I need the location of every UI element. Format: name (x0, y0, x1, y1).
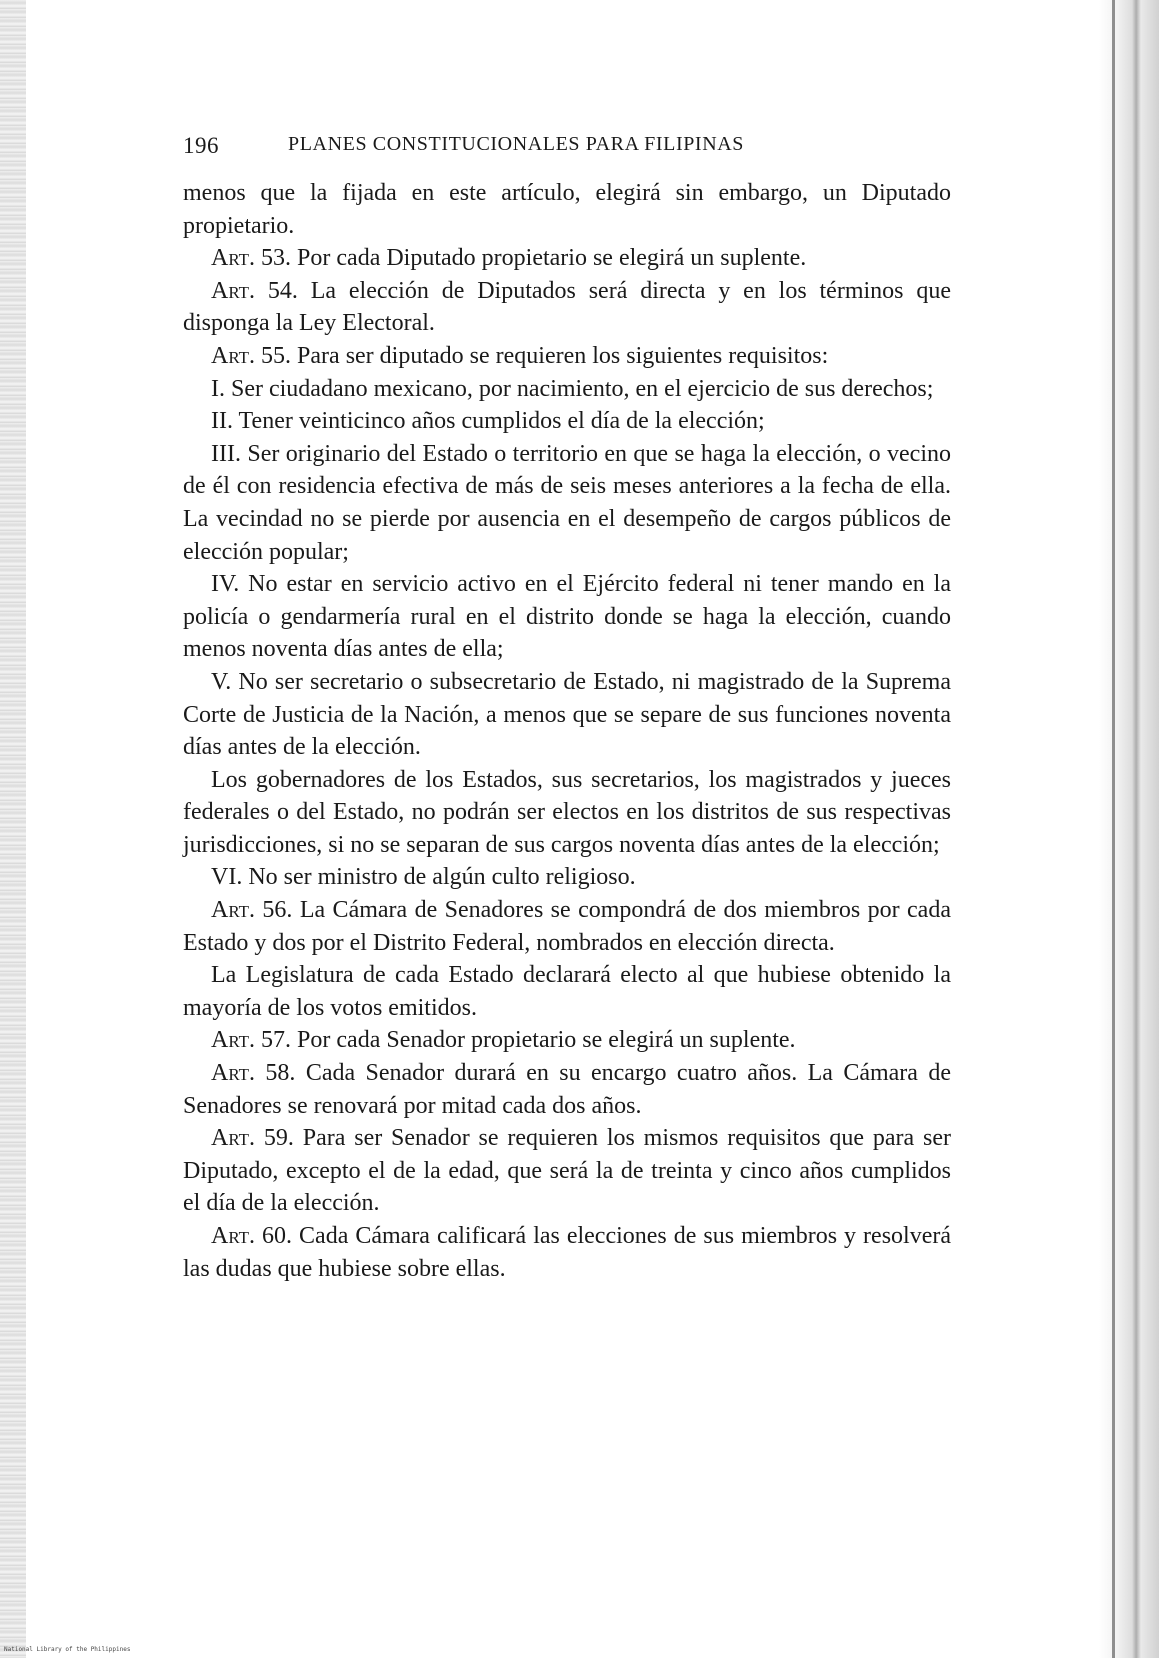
page-number: 196 (183, 133, 219, 158)
scan-edge-left (0, 0, 26, 1658)
article-label: Art. 53. (211, 245, 292, 272)
paragraph-text: IV. No estar en servicio activo en el Ejército federal ni tener mando en la policía o gendarmería rural en el distrito donde se haga la elección, cuando menos noventa días antes de ella; (183, 571, 951, 663)
paragraph-text: III. Ser originario del Estado o territorio en que se haga la elección, o vecino de él con residencia efectiva de más de seis meses anteriores a la fecha de ella. La vecindad no se pierde por ausencia en el desempeño de cargos públicos de elección popular; (183, 440, 951, 565)
paragraph-text: La Legislatura de cada Estado declarará electo al que hubiese obtenido la mayoría de los votos emitidos. (183, 962, 951, 1021)
article-label: Art. 56. (211, 897, 293, 924)
paragraph (183, 340, 951, 373)
paragraph-text: Para ser Senador se requieren los mismos requisitos que para ser Diputado, excepto el de la edad, que será la de treinta y cinco años cumplidos el día de la elección. (183, 1125, 951, 1217)
paragraph-text: Cada Cámara calificará las elecciones de sus miembros y resolverá las dudas que hubiese sobre ellas. (183, 1223, 951, 1282)
paragraph (183, 405, 951, 438)
paragraph-text: VI. No ser ministro de algún culto religioso. (211, 864, 636, 891)
paragraph-text: La Cámara de Senadores se compondrá de dos miembros por cada Estado y dos por el Distrito Federal, nombrados en elección directa. (183, 897, 951, 956)
paragraph-text: Para ser diputado se requieren los siguientes requisitos: (297, 342, 829, 369)
scan-binding-shadow (1112, 0, 1115, 1658)
paragraph-text: Los gobernadores de los Estados, sus secretarios, los magistrados y jueces federales o del Estado, no podrán ser electos en los distritos de sus respectivas jurisdicciones, si no se separan de sus cargos noventa días antes de la elección; (183, 766, 951, 858)
paragraph-text: Por cada Diputado propietario se elegirá un suplente. (297, 245, 807, 272)
article-label: Art. 55. (211, 342, 292, 369)
paragraph (183, 438, 951, 568)
paragraph (183, 1057, 951, 1122)
article-label: Art. 59. (211, 1125, 294, 1152)
running-head (183, 125, 951, 165)
paragraph (183, 242, 951, 275)
paragraph (183, 1024, 951, 1057)
paragraph-text: I. Ser ciudadano mexicano, por nacimiento, en el ejercicio de sus derechos; (211, 375, 934, 402)
paragraph (183, 373, 951, 406)
paragraph-text: V. No ser secretario o subsecretario de Estado, ni magistrado de la Suprema Corte de Justicia de la Nación, a menos que se separe de sus funciones noventa días antes de la elección. (183, 668, 951, 761)
paragraph (183, 861, 951, 894)
paragraph (183, 1122, 951, 1220)
paragraph-text: Por cada Senador propietario se elegirá un suplente. (297, 1027, 796, 1054)
article-label: Art. 54. (211, 277, 298, 304)
paragraph (183, 764, 951, 862)
document-page (183, 125, 951, 1285)
article-label: Art. 58. (211, 1060, 296, 1087)
paragraph (183, 959, 951, 1024)
paragraph-text: menos que la fijada en este artículo, elegirá sin embargo, un Diputado propietario. (183, 180, 951, 239)
paragraph (183, 894, 951, 959)
article-label: Art. 57. (211, 1027, 292, 1054)
paragraph (183, 666, 951, 764)
paragraph (183, 275, 951, 340)
paragraph (183, 1220, 951, 1285)
paragraph-text: La elección de Diputados será directa y en los términos que disponga la Ley Electoral. (183, 277, 952, 337)
body-text (183, 177, 951, 1285)
running-title: PLANES CONSTITUCIONALES PARA FILIPINAS (288, 133, 745, 155)
paragraph (183, 177, 951, 242)
paragraph-text: II. Tener veinticinco años cumplidos el día de la elección; (211, 408, 765, 435)
paragraph (183, 568, 951, 666)
article-label: Art. 60. (211, 1223, 293, 1249)
paragraph-text: Cada Senador durará en su encargo cuatro años. La Cámara de Senadores se renovará por mitad cada dos años. (183, 1060, 951, 1119)
scan-credit: National Library of the Philippines (4, 1646, 131, 1653)
scan-edge-right (1099, 0, 1159, 1658)
